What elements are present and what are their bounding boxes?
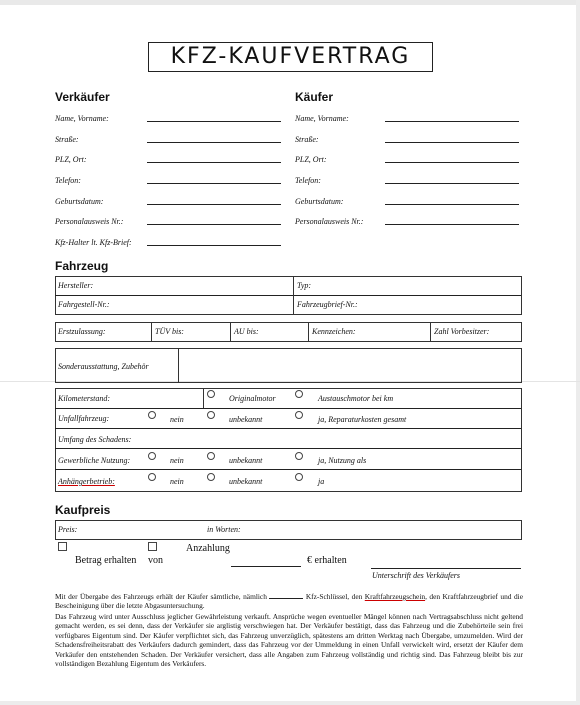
chassis-number-label[interactable]: Fahrgestell-Nr.: xyxy=(58,300,110,309)
price-box xyxy=(55,520,522,540)
buyer-city-label: PLZ, Ort: xyxy=(295,155,327,164)
buyer-birthdate-label: Geburtsdatum: xyxy=(295,197,344,206)
accident-unknown-radio[interactable] xyxy=(207,411,215,419)
seller-signature-field[interactable] xyxy=(371,568,521,569)
seller-street-label: Straße: xyxy=(55,135,79,144)
type-label[interactable]: Typ: xyxy=(297,281,312,290)
manufacturer-label[interactable]: Hersteller: xyxy=(58,281,94,290)
mileage-divider xyxy=(203,388,204,408)
buyer-heading: Käufer xyxy=(295,90,334,104)
seller-name-label: Name, Vorname: xyxy=(55,114,109,123)
page-edge-bottom xyxy=(0,701,580,705)
registration-divider-3 xyxy=(308,322,309,341)
special-equipment-field[interactable] xyxy=(179,349,519,380)
commercial-yes-radio[interactable] xyxy=(295,452,303,460)
from-label: von xyxy=(148,555,163,566)
trailer-unknown-label: unbekannt xyxy=(229,477,263,486)
license-plate-label[interactable]: Kennzeichen: xyxy=(312,327,356,336)
mileage-label[interactable]: Kilometerstand: xyxy=(58,394,110,403)
accident-unknown-label: unbekannt xyxy=(229,415,263,424)
price-in-words-label[interactable]: in Worten: xyxy=(207,525,241,534)
vehicle-heading: Fahrzeug xyxy=(55,259,109,273)
accident-yes-radio[interactable] xyxy=(295,411,303,419)
seller-city-field[interactable] xyxy=(147,162,281,163)
seller-city-label: PLZ, Ort: xyxy=(55,155,87,164)
trailer-yes-radio[interactable] xyxy=(295,473,303,481)
price-label[interactable]: Preis: xyxy=(58,525,78,534)
trailer-unknown-radio[interactable] xyxy=(207,473,215,481)
seller-name-field[interactable] xyxy=(147,121,281,122)
buyer-birthdate-field[interactable] xyxy=(385,204,519,205)
replacement-engine-label: Austauschmotor bei km xyxy=(318,394,394,403)
trailer-no-label: nein xyxy=(170,477,184,486)
euro-received-label: € erhalten xyxy=(307,555,347,566)
previous-owners-label[interactable]: Zahl Vorbesitzer: xyxy=(434,327,490,336)
accident-no-radio[interactable] xyxy=(148,411,156,419)
seller-phone-label: Telefon: xyxy=(55,176,81,185)
document-title: KFZ-KAUFVERTRAG xyxy=(148,42,433,72)
condition-row-divider-3 xyxy=(55,448,521,449)
original-engine-label: Originalmotor xyxy=(229,394,276,403)
commercial-no-label: nein xyxy=(170,456,184,465)
seller-heading: Verkäufer xyxy=(55,90,110,104)
down-payment-checkbox[interactable] xyxy=(148,542,157,551)
seller-holder-field[interactable] xyxy=(147,245,281,246)
handover-paragraph: Mit der Übergabe des Fahrzeugs erhält der Käufer sämtliche, nämlich Kfz-Schlüssel, den Kraftfahrzeugschein, den Kraftfahrzeugbrief und die Bescheinigung über die letzte Abgasuntersuchung. xyxy=(55,592,523,611)
original-engine-radio[interactable] xyxy=(207,390,215,398)
vehicle-document-number-label[interactable]: Fahrzeugbrief-Nr.: xyxy=(297,300,358,309)
damage-extent-label[interactable]: Umfang des Schadens: xyxy=(58,435,132,444)
seller-birthdate-field[interactable] xyxy=(147,204,281,205)
seller-street-field[interactable] xyxy=(147,142,281,143)
seller-phone-field[interactable] xyxy=(147,183,281,184)
commercial-unknown-label: unbekannt xyxy=(229,456,263,465)
buyer-id-label: Personalausweis Nr.: xyxy=(295,217,364,226)
buyer-phone-field[interactable] xyxy=(385,183,519,184)
accident-yes-label: ja, Reparaturkosten gesamt xyxy=(318,415,407,424)
accident-label: Unfallfahrzeug: xyxy=(58,414,110,423)
warranty-paragraph: Das Fahrzeug wird unter Ausschluss jeglicher Gewährleistung verkauft. Ansprüche wegen eventueller Mängel können nach Vertragsabschluss nicht geltend gemacht werden, es sei denn, dass der Verkäufer sie arglistig verschwiegen hat. Der Verkäufer bestätigt, dass das Fahrzeug und die Zubehörteile sein frei verfügbares Eigentum sind. Der Käufer verpflichtet sich, das Fahrzeug unverzüglich, spätestens am dritten Werktag nach Übergabe, umzumelden. Wird der Schadensfreiheitsrabatt des Verkäufers dadurch gemindert, dass das Fahrzeug vor der Ummeldung in einen Unfall verwickelt wird, ersetzt der Käufer dem Verkäufer den entstehenden Schaden. Der Verkäufer versichert, dass alle Angaben zum Fahrzeug vollständig und richtig sind. Das Fahrzeug bleibt bis zur vollständigen Bezahlung Eigentum des Verkäufers. xyxy=(55,612,523,669)
vehicle-ids-divider xyxy=(55,295,521,296)
inspection-label[interactable]: TÜV bis: xyxy=(155,327,184,336)
seller-id-label: Personalausweis Nr.: xyxy=(55,217,124,226)
condition-row-divider-2 xyxy=(55,428,521,429)
vehicle-ids-vdivider xyxy=(293,276,294,314)
page-edge-right xyxy=(576,0,580,705)
condition-row-divider-4 xyxy=(55,469,521,470)
commercial-no-radio[interactable] xyxy=(148,452,156,460)
accident-no-label: nein xyxy=(170,415,184,424)
buyer-city-field[interactable] xyxy=(385,162,519,163)
buyer-id-field[interactable] xyxy=(385,224,519,225)
amount-received-label: Betrag erhalten xyxy=(75,555,137,566)
seller-birthdate-label: Geburtsdatum: xyxy=(55,197,104,206)
seller-holder-label: Kfz-Halter lt. Kfz-Brief: xyxy=(55,238,132,247)
page-edge-top xyxy=(0,0,580,5)
buyer-street-label: Straße: xyxy=(295,135,319,144)
commercial-use-label: Gewerbliche Nutzung: xyxy=(58,456,131,465)
received-amount-field[interactable] xyxy=(231,566,301,567)
registration-divider-1 xyxy=(151,322,152,341)
emissions-test-label[interactable]: AU bis: xyxy=(234,327,259,336)
amount-received-checkbox[interactable] xyxy=(58,542,67,551)
replacement-engine-radio[interactable] xyxy=(295,390,303,398)
price-heading: Kaufpreis xyxy=(55,503,111,517)
registration-divider-2 xyxy=(230,322,231,341)
condition-row-divider-1 xyxy=(55,408,521,409)
commercial-yes-label: ja, Nutzung als xyxy=(318,456,367,465)
first-registration-label[interactable]: Erstzulassung: xyxy=(58,327,106,336)
trailer-label: Anhängerbetrieb: xyxy=(58,477,115,486)
seller-id-field[interactable] xyxy=(147,224,281,225)
buyer-street-field[interactable] xyxy=(385,142,519,143)
commercial-unknown-radio[interactable] xyxy=(207,452,215,460)
special-equipment-label: Sonderausstattung, Zubehör xyxy=(58,362,149,371)
buyer-phone-label: Telefon: xyxy=(295,176,321,185)
buyer-name-label: Name, Vorname: xyxy=(295,114,349,123)
key-count-field[interactable] xyxy=(269,592,303,599)
trailer-no-radio[interactable] xyxy=(148,473,156,481)
buyer-name-field[interactable] xyxy=(385,121,519,122)
seller-signature-label: Unterschrift des Verkäufers xyxy=(372,571,460,580)
trailer-yes-label: ja xyxy=(318,477,325,486)
registration-divider-4 xyxy=(430,322,431,341)
down-payment-label: Anzahlung xyxy=(186,543,230,554)
